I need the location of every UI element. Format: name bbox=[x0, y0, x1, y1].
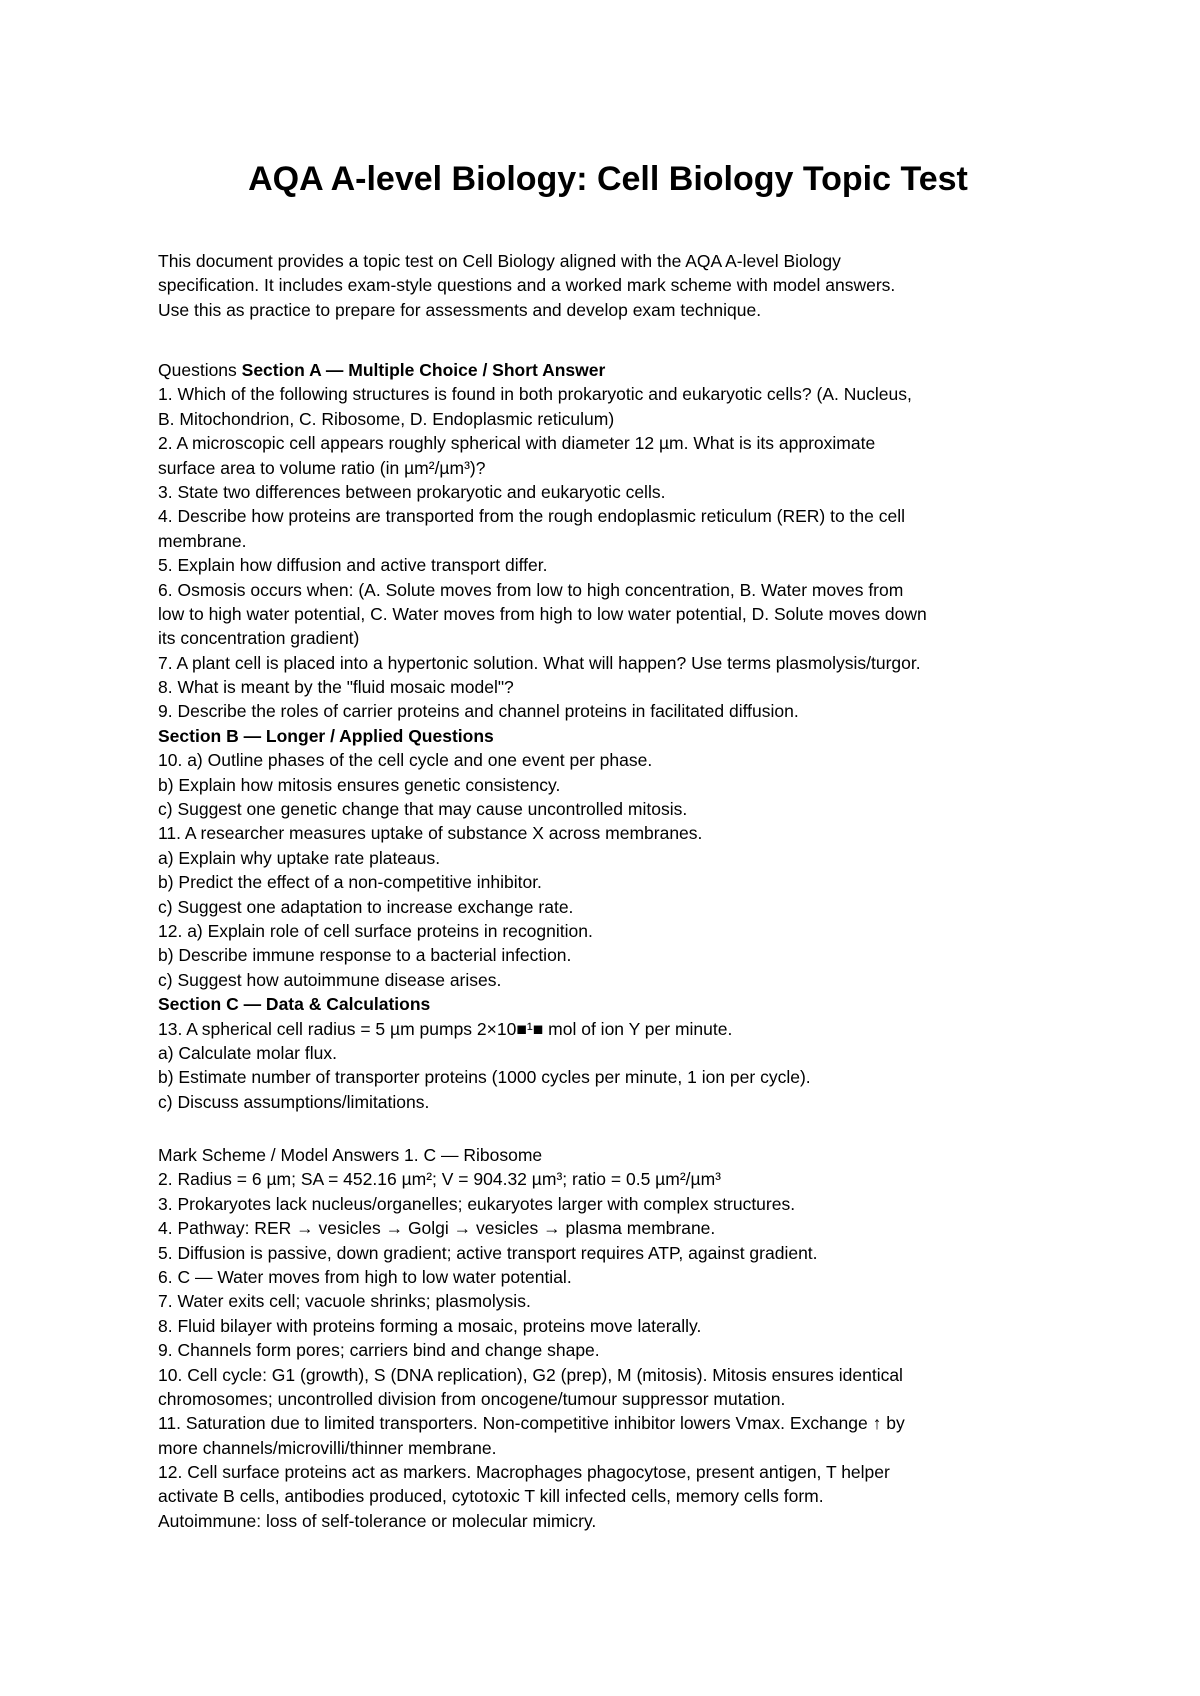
answer-line: activate B cells, antibodies produced, cytotoxic T kill infected cells, memory cells form. bbox=[158, 1486, 824, 1507]
answer-line: Autoimmune: loss of self-tolerance or molecular mimicry. bbox=[158, 1510, 597, 1531]
question-line: 12. a) Explain role of cell surface proteins in recognition. bbox=[158, 920, 593, 941]
question-line: surface area to volume ratio (in µm²/µm³)? bbox=[158, 457, 486, 478]
question-line: 1. Which of the following structures is found in both prokaryotic and eukaryotic cells? (A. Nucleus, bbox=[158, 384, 912, 405]
question-line: b) Predict the effect of a non-competitive inhibitor. bbox=[158, 872, 542, 893]
question-line: c) Discuss assumptions/limitations. bbox=[158, 1091, 430, 1112]
question-line: 4. Describe how proteins are transported from the rough endoplasmic reticulum (RER) to the cell bbox=[158, 506, 906, 527]
answer-line: 5. Diffusion is passive, down gradient; active transport requires ATP, against gradient. bbox=[158, 1242, 818, 1263]
question-line: b) Describe immune response to a bacterial infection. bbox=[158, 945, 572, 966]
questions-section bbox=[158, 358, 927, 1114]
question-line: 11. A researcher measures uptake of substance X across membranes. bbox=[158, 823, 703, 844]
intro-paragraph bbox=[158, 249, 895, 322]
answer-line: 11. Saturation due to limited transporters. Non-competitive inhibitor lowers Vmax. Exchange ↑ by bbox=[158, 1413, 905, 1434]
question-line: b) Estimate number of transporter proteins (1000 cycles per minute, 1 ion per cycle). bbox=[158, 1067, 811, 1088]
question-line: B. Mitochondrion, C. Ribosome, D. Endoplasmic reticulum) bbox=[158, 408, 615, 429]
answer-line: 2. Radius = 6 µm; SA = 452.16 µm²; V = 904.32 µm³; ratio = 0.5 µm²/µm³ bbox=[158, 1169, 722, 1190]
answer-line: 10. Cell cycle: G1 (growth), S (DNA replication), G2 (prep), M (mitosis). Mitosis ensures identical bbox=[158, 1364, 903, 1385]
question-line: 2. A microscopic cell appears roughly spherical with diameter 12 µm. What is its approximate bbox=[158, 433, 876, 454]
question-line: membrane. bbox=[158, 530, 247, 551]
section-a-heading: Section A — Multiple Choice / Short Answer bbox=[241, 360, 606, 380]
questions-heading-line bbox=[158, 358, 927, 382]
question-line: c) Suggest how autoimmune disease arises. bbox=[158, 969, 502, 990]
document-title: AQA A-level Biology: Cell Biology Topic Test bbox=[248, 160, 968, 198]
section-c-heading: Section C — Data & Calculations bbox=[158, 994, 431, 1015]
questions-label: Questions bbox=[158, 360, 242, 380]
mark-scheme-section bbox=[158, 1143, 905, 1533]
answer-line: 3. Prokaryotes lack nucleus/organelles; eukaryotes larger with complex structures. bbox=[158, 1193, 796, 1214]
intro-line: specification. It includes exam-style questions and a worked mark scheme with model answers. bbox=[158, 275, 896, 296]
intro-line: This document provides a topic test on Cell Biology aligned with the AQA A-level Biology bbox=[158, 251, 841, 271]
question-line: 13. A spherical cell radius = 5 µm pumps 2×10■¹■ mol of ion Y per minute. bbox=[158, 1018, 733, 1039]
answer-line: 8. Fluid bilayer with proteins forming a mosaic, proteins move laterally. bbox=[158, 1315, 702, 1336]
answer-line: 12. Cell surface proteins act as markers. Macrophages phagocytose, present antigen, T helper bbox=[158, 1462, 890, 1483]
question-line: 8. What is meant by the "fluid mosaic model"? bbox=[158, 677, 514, 698]
answer-line: Mark Scheme / Model Answers 1. C — Ribosome bbox=[158, 1145, 543, 1165]
question-line: 10. a) Outline phases of the cell cycle and one event per phase. bbox=[158, 750, 653, 771]
question-line: b) Explain how mitosis ensures genetic consistency. bbox=[158, 774, 561, 795]
question-line: c) Suggest one adaptation to increase exchange rate. bbox=[158, 896, 574, 917]
question-line: c) Suggest one genetic change that may cause uncontrolled mitosis. bbox=[158, 799, 688, 820]
answer-line: 7. Water exits cell; vacuole shrinks; plasmolysis. bbox=[158, 1291, 531, 1312]
section-b-heading: Section B — Longer / Applied Questions bbox=[158, 725, 494, 746]
answer-line: 9. Channels form pores; carriers bind and change shape. bbox=[158, 1340, 600, 1361]
answer-line: more channels/microvilli/thinner membrane. bbox=[158, 1437, 497, 1458]
question-line: 9. Describe the roles of carrier proteins and channel proteins in facilitated diffusion. bbox=[158, 701, 799, 722]
question-line: 7. A plant cell is placed into a hypertonic solution. What will happen? Use terms plasmolysis/turgor. bbox=[158, 652, 921, 673]
question-line: 3. State two differences between prokaryotic and eukaryotic cells. bbox=[158, 481, 666, 502]
answer-line: 4. Pathway: RER → vesicles → Golgi → vesicles → plasma membrane. bbox=[158, 1218, 716, 1239]
answer-line: chromosomes; uncontrolled division from oncogene/tumour suppressor mutation. bbox=[158, 1388, 786, 1409]
question-line: 5. Explain how diffusion and active transport differ. bbox=[158, 555, 548, 576]
question-line: 6. Osmosis occurs when: (A. Solute moves from low to high concentration, B. Water moves from bbox=[158, 579, 904, 600]
intro-line: Use this as practice to prepare for assessments and develop exam technique. bbox=[158, 299, 762, 320]
question-line: a) Calculate molar flux. bbox=[158, 1042, 337, 1063]
answer-line: 6. C — Water moves from high to low water potential. bbox=[158, 1266, 572, 1287]
question-line: its concentration gradient) bbox=[158, 628, 360, 649]
question-line: low to high water potential, C. Water moves from high to low water potential, D. Solute moves down bbox=[158, 603, 927, 624]
question-line: a) Explain why uptake rate plateaus. bbox=[158, 847, 441, 868]
